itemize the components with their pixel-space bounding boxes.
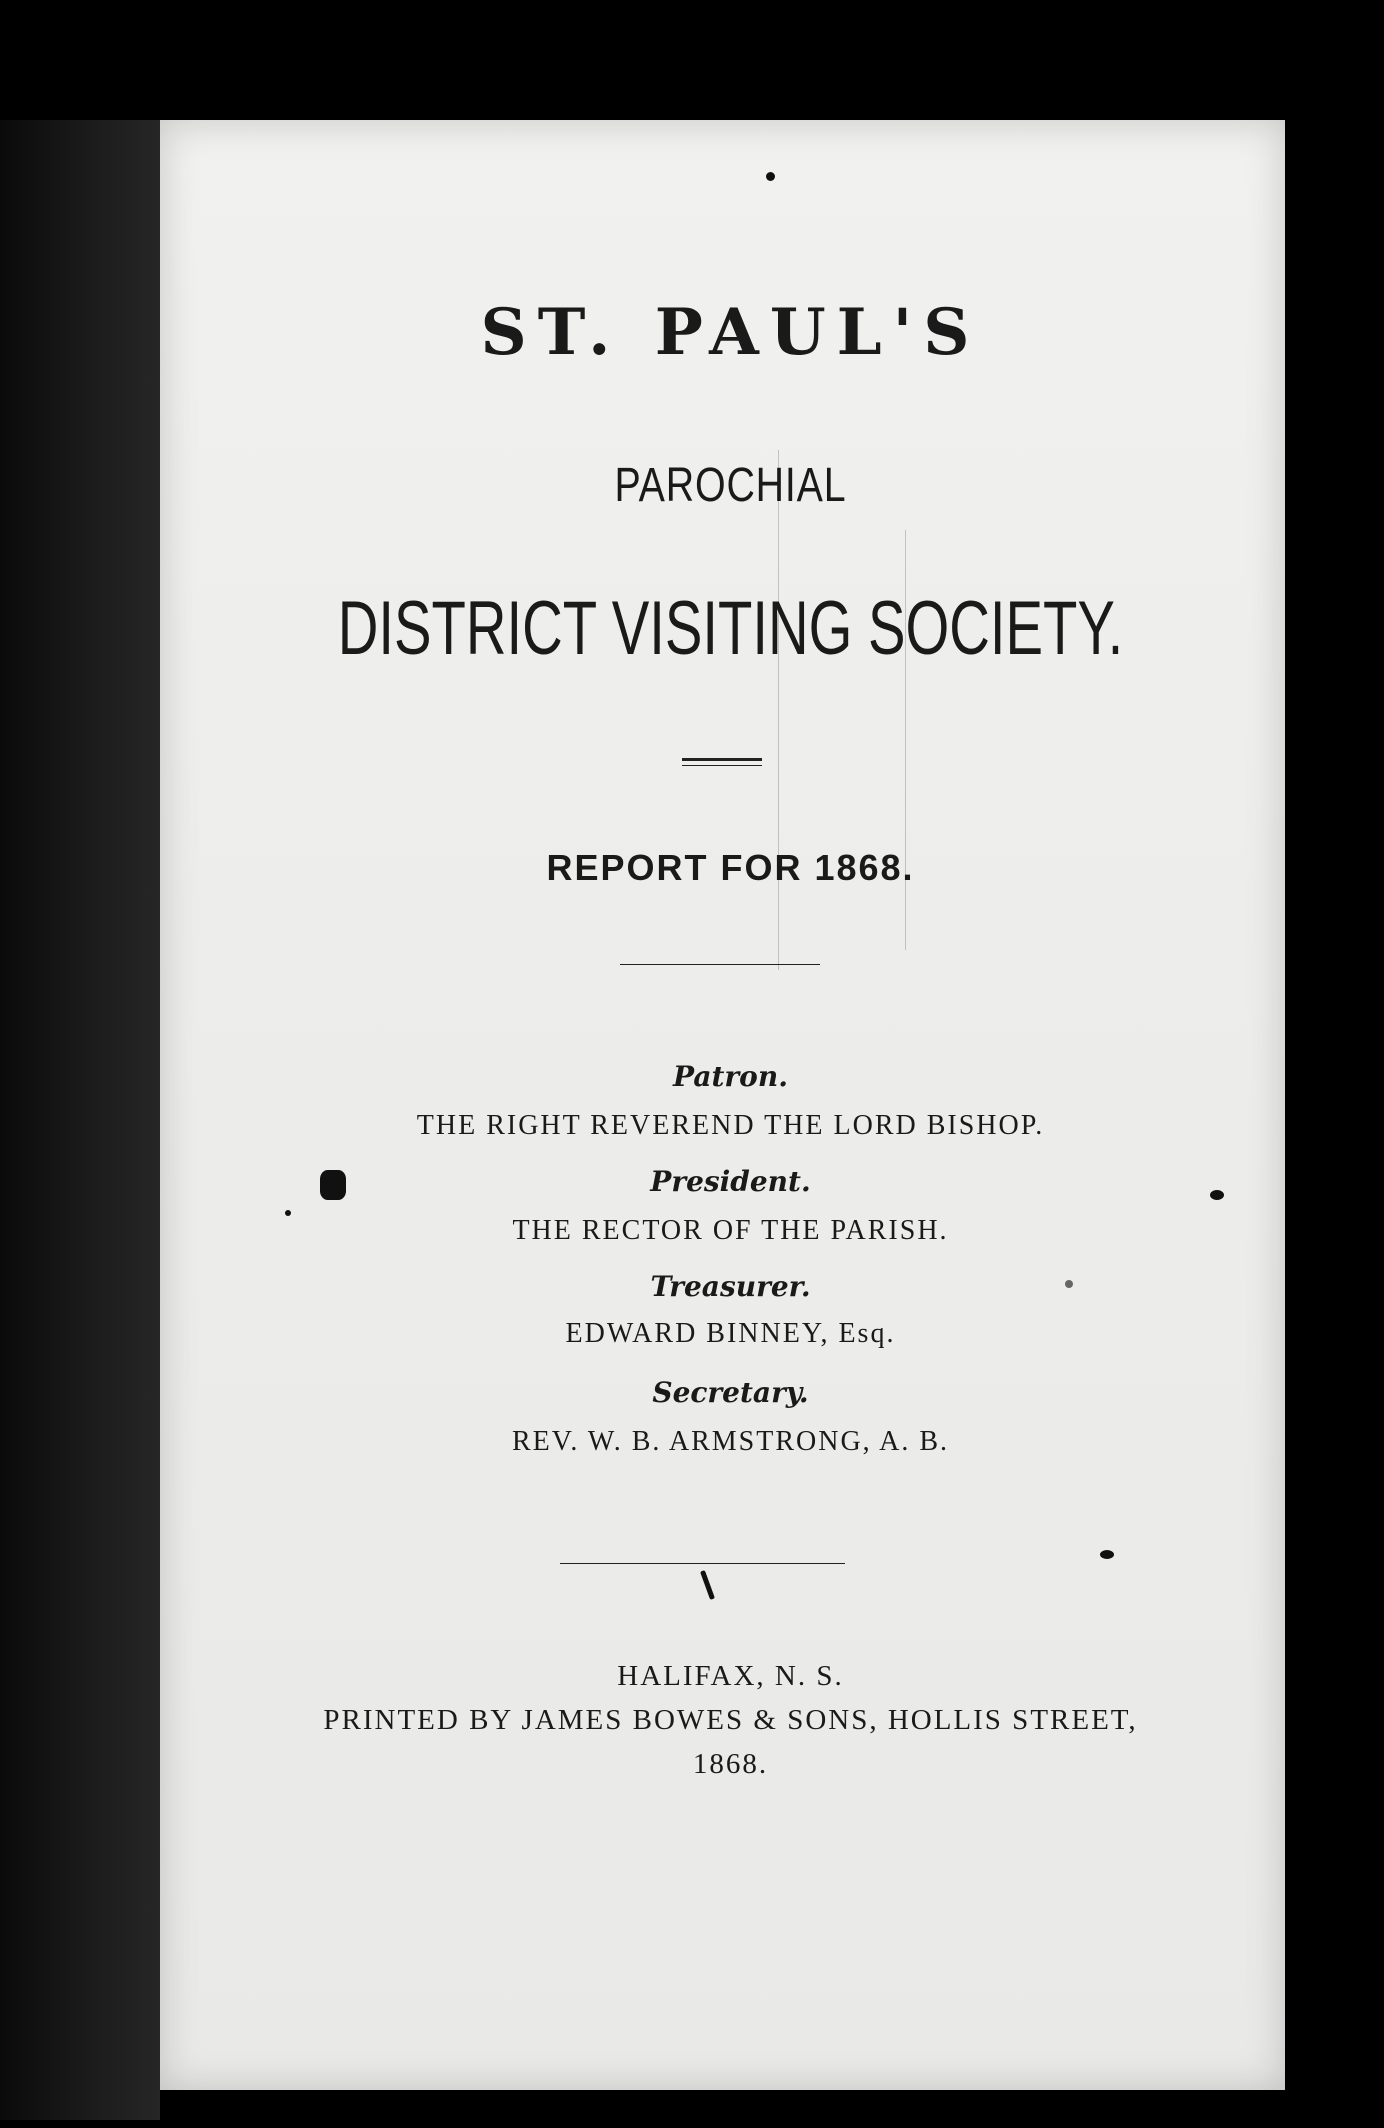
president-label: President. (650, 1165, 811, 1198)
ink-speck (1065, 1280, 1073, 1288)
ink-speck (1210, 1190, 1224, 1200)
report-heading: REPORT FOR 1868. (546, 847, 915, 888)
title-district-visiting-society: DISTRICT VISITING SOCIETY. (337, 586, 1124, 671)
secretary-label: Secretary. (652, 1376, 809, 1409)
president-name: THE RECTOR OF THE PARISH. (512, 1215, 949, 1246)
imprint-place: HALIFAX, N. S. (617, 1660, 844, 1692)
ink-mark (700, 1570, 715, 1600)
subtitle-parochial: PAROCHIAL (614, 459, 847, 512)
patron-name: THE RIGHT REVEREND THE LORD BISHOP. (416, 1110, 1045, 1141)
treasurer-name: EDWARD BINNEY, Esq. (565, 1318, 896, 1349)
ink-speck (285, 1210, 291, 1216)
secretary-name: REV. W. B. ARMSTRONG, A. B. (511, 1426, 950, 1457)
ink-blot (320, 1170, 346, 1200)
title-page (160, 120, 1285, 2090)
rule-divider (620, 964, 820, 965)
patron-label: Patron. (673, 1060, 788, 1093)
scan-scratch (778, 450, 779, 970)
imprint-year: 1868. (692, 1748, 769, 1780)
ink-speck (1100, 1550, 1114, 1559)
ink-speck (766, 172, 775, 181)
imprint-printer: PRINTED BY JAMES BOWES & SONS, HOLLIS STREET, (323, 1704, 1138, 1736)
double-rule-divider (682, 758, 762, 766)
book-spine-edge (0, 120, 160, 2120)
treasurer-label: Treasurer. (650, 1270, 811, 1303)
rule-divider (560, 1563, 845, 1564)
title-st-pauls: ST. PAUL'S (480, 295, 981, 370)
